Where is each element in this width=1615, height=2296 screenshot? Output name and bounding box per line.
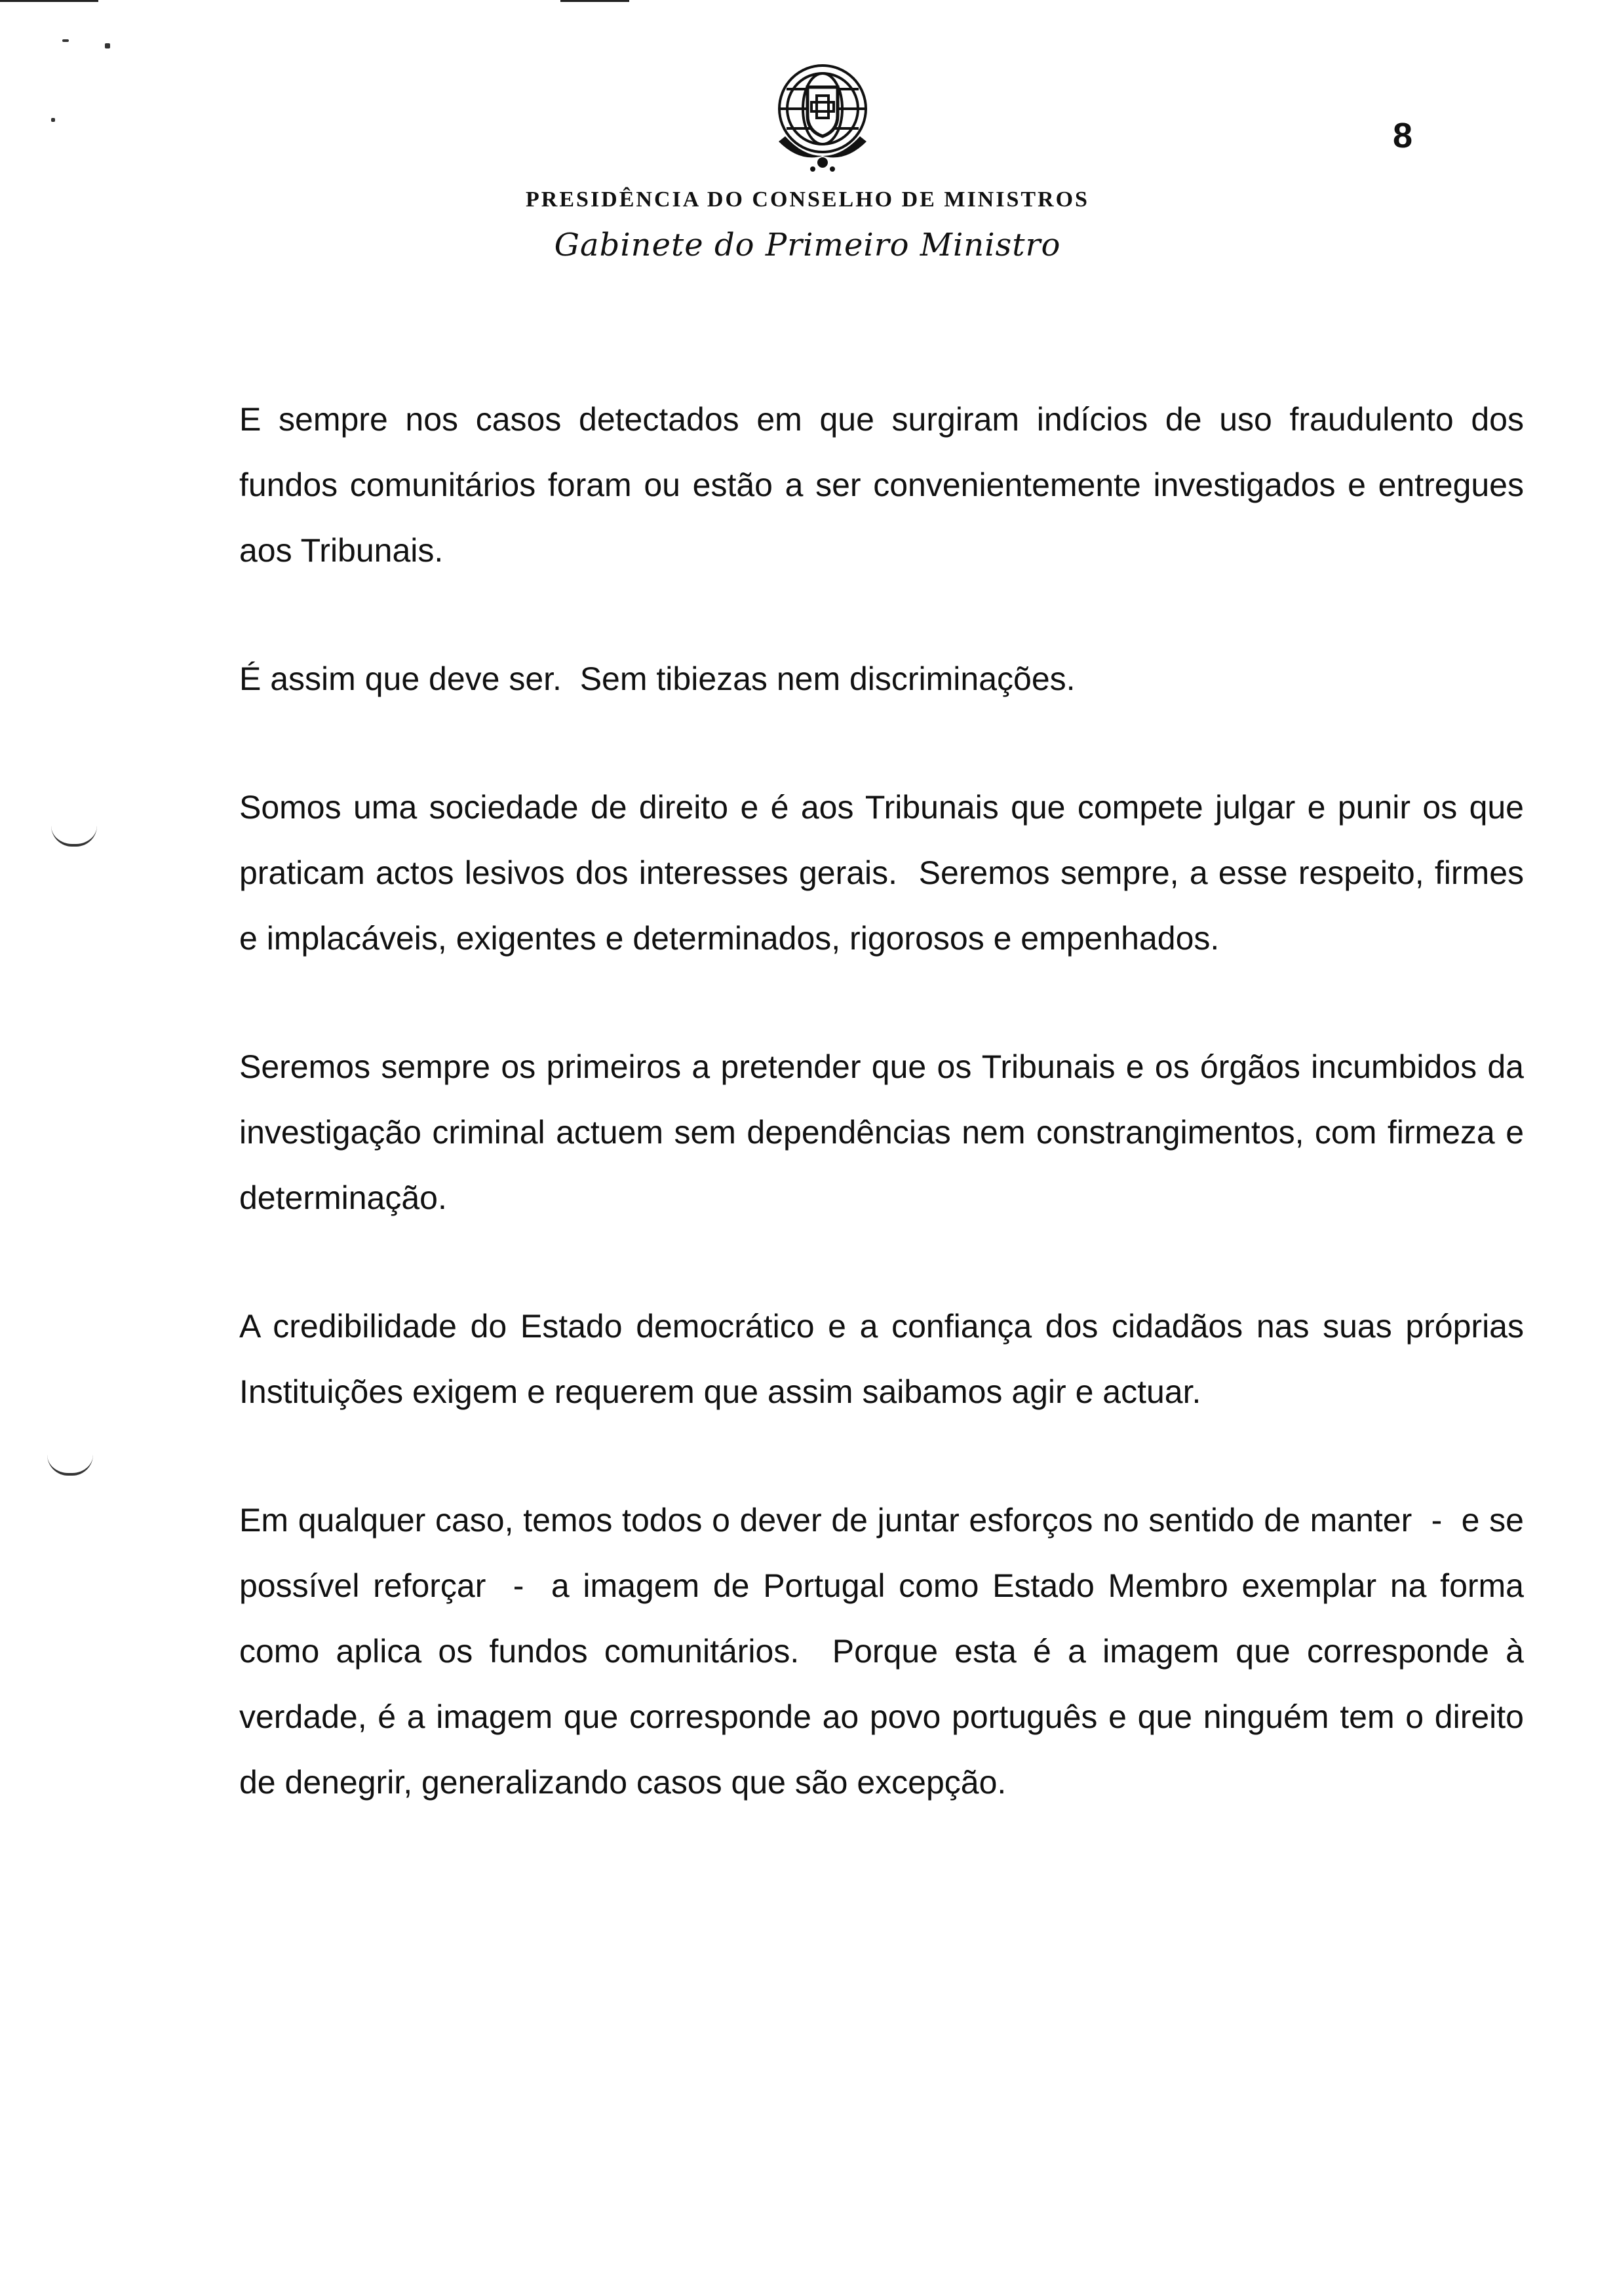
scan-speck <box>51 118 55 122</box>
coat-of-arms-icon <box>767 58 878 176</box>
scan-speck <box>105 43 110 48</box>
paragraph: É assim que deve ser. Sem tibiezas nem discriminações. <box>239 660 1076 697</box>
paragraph: E sempre nos casos detectados em que surgiram indícios de uso fraudulento dos fundos comunitários foram ou estão a ser convenientemente investigados e entregues aos Tribunais. <box>239 401 1524 569</box>
paragraph: Seremos sempre os primeiros a pretender que os Tribunais e os órgãos incumbidos da investigação criminal actuem sem dependências nem constrangimentos, com firmeza e determinação. <box>239 1048 1524 1216</box>
institution-heading: PRESIDÊNCIA DO CONSELHO DE MINISTROS <box>526 187 1089 212</box>
document-body <box>239 387 1533 1878</box>
office-subheading: Gabinete do Primeiro Ministro <box>554 227 1061 263</box>
paragraph: A credibilidade do Estado democrático e a confiança dos cidadãos nas suas próprias Instituições exigem e requerem que assim saibamos agir e actuar. <box>239 1308 1524 1410</box>
scan-speck <box>62 39 69 42</box>
page-number: 8 <box>1393 116 1413 155</box>
scan-edge-mark <box>0 0 98 2</box>
scan-edge-mark <box>560 0 629 2</box>
paragraph: Em qualquer caso, temos todos o dever de juntar esforços no sentido de manter - e se possível reforçar - a imagem de Portugal como Estado Membro exemplar na forma como aplica os fundos comunitários. Porque esta é a imagem que corresponde à verdade, é a imagem que corresponde ao povo português e que ninguém tem o direito de denegrir, generalizando casos que são excepção. <box>239 1502 1533 1801</box>
paragraph: Somos uma sociedade de direito e é aos Tribunais que compete julgar e punir os que praticam actos lesivos dos interesses gerais. Seremos sempre, a esse respeito, firmes e implacáveis, exigentes e determinados, rigorosos e empenhados. <box>239 789 1533 957</box>
punch-hole-mark <box>47 1455 93 1476</box>
punch-hole-mark <box>51 826 97 847</box>
